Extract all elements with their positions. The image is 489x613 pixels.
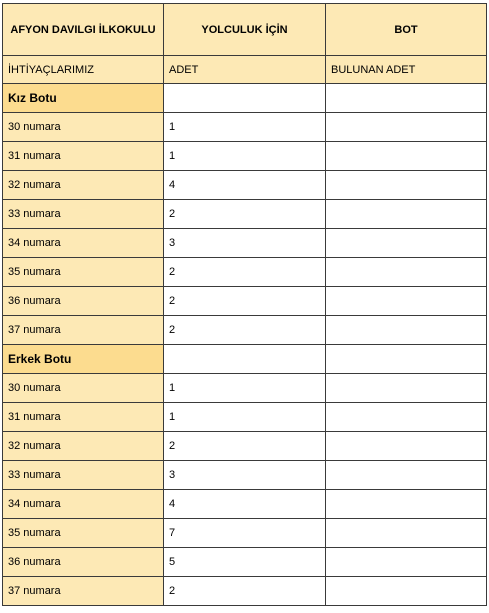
section-quantity-cell[interactable] (164, 84, 326, 113)
quantity-cell[interactable]: 2 (164, 577, 326, 606)
quantity-cell[interactable]: 3 (164, 461, 326, 490)
table-row (3, 113, 487, 142)
header-boot: BOT (326, 4, 487, 56)
size-cell: 32 numara (3, 171, 164, 200)
found-quantity-cell[interactable] (326, 461, 487, 490)
found-quantity-cell[interactable] (326, 490, 487, 519)
found-quantity-cell[interactable] (326, 258, 487, 287)
quantity-cell[interactable]: 4 (164, 171, 326, 200)
quantity-cell[interactable]: 2 (164, 316, 326, 345)
size-cell: 37 numara (3, 577, 164, 606)
section-row (3, 345, 487, 374)
quantity-cell[interactable]: 2 (164, 258, 326, 287)
needs-table (2, 3, 487, 606)
section-found-cell[interactable] (326, 345, 487, 374)
size-cell: 37 numara (3, 316, 164, 345)
size-cell: 30 numara (3, 374, 164, 403)
table-row (3, 490, 487, 519)
quantity-cell[interactable]: 2 (164, 287, 326, 316)
quantity-cell[interactable]: 5 (164, 548, 326, 577)
size-cell: 31 numara (3, 403, 164, 432)
size-cell: 36 numara (3, 548, 164, 577)
section-quantity-cell[interactable] (164, 345, 326, 374)
quantity-cell[interactable]: 2 (164, 200, 326, 229)
subheader-row (3, 56, 487, 84)
table-row (3, 200, 487, 229)
table-row (3, 229, 487, 258)
found-quantity-cell[interactable] (326, 577, 487, 606)
table-row (3, 374, 487, 403)
header-trip: YOLCULUK İÇİN (164, 4, 326, 56)
table-row (3, 461, 487, 490)
table-row (3, 258, 487, 287)
size-cell: 36 numara (3, 287, 164, 316)
found-quantity-cell[interactable] (326, 171, 487, 200)
quantity-cell[interactable]: 7 (164, 519, 326, 548)
subheader-needs: İHTİYAÇLARIMIZ (3, 56, 164, 84)
table-row (3, 519, 487, 548)
size-cell: 35 numara (3, 258, 164, 287)
section-title: Kız Botu (3, 84, 164, 113)
table-row (3, 577, 487, 606)
table-row (3, 287, 487, 316)
found-quantity-cell[interactable] (326, 287, 487, 316)
quantity-cell[interactable]: 1 (164, 142, 326, 171)
table-row (3, 403, 487, 432)
size-cell: 33 numara (3, 200, 164, 229)
quantity-cell[interactable]: 1 (164, 374, 326, 403)
size-cell: 31 numara (3, 142, 164, 171)
section-found-cell[interactable] (326, 84, 487, 113)
quantity-cell[interactable]: 3 (164, 229, 326, 258)
found-quantity-cell[interactable] (326, 403, 487, 432)
table-row (3, 432, 487, 461)
header-row (3, 4, 487, 56)
size-cell: 33 numara (3, 461, 164, 490)
size-cell: 35 numara (3, 519, 164, 548)
subheader-found-quantity: BULUNAN ADET (326, 56, 487, 84)
quantity-cell[interactable]: 1 (164, 113, 326, 142)
quantity-cell[interactable]: 1 (164, 403, 326, 432)
found-quantity-cell[interactable] (326, 229, 487, 258)
size-cell: 32 numara (3, 432, 164, 461)
found-quantity-cell[interactable] (326, 316, 487, 345)
quantity-cell[interactable]: 4 (164, 490, 326, 519)
table-row (3, 548, 487, 577)
found-quantity-cell[interactable] (326, 200, 487, 229)
section-row (3, 84, 487, 113)
size-cell: 30 numara (3, 113, 164, 142)
found-quantity-cell[interactable] (326, 374, 487, 403)
section-title: Erkek Botu (3, 345, 164, 374)
header-school-name: AFYON DAVILGI İLKOKULU (3, 4, 164, 56)
found-quantity-cell[interactable] (326, 113, 487, 142)
found-quantity-cell[interactable] (326, 432, 487, 461)
table-row (3, 142, 487, 171)
quantity-cell[interactable]: 2 (164, 432, 326, 461)
found-quantity-cell[interactable] (326, 519, 487, 548)
size-cell: 34 numara (3, 229, 164, 258)
table-row (3, 171, 487, 200)
found-quantity-cell[interactable] (326, 548, 487, 577)
table-row (3, 316, 487, 345)
found-quantity-cell[interactable] (326, 142, 487, 171)
subheader-quantity: ADET (164, 56, 326, 84)
size-cell: 34 numara (3, 490, 164, 519)
